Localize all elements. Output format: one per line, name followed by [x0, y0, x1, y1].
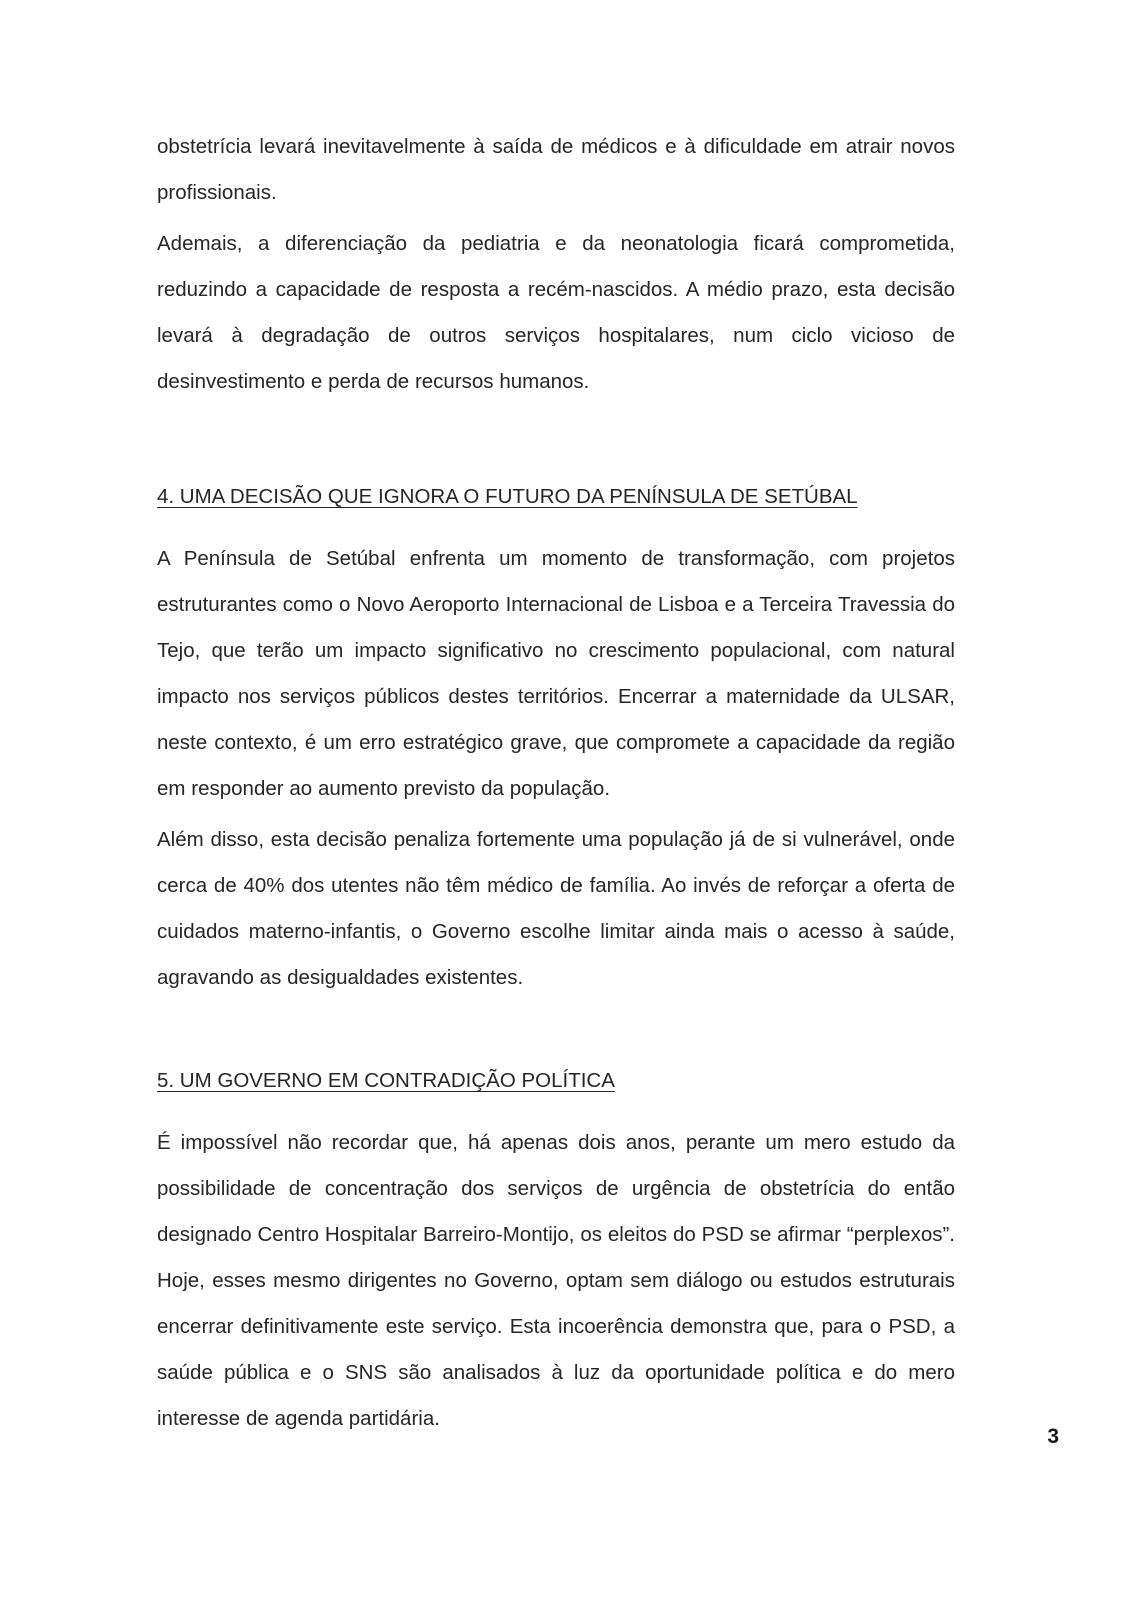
heading-section-4	[157, 480, 955, 514]
heading-section-4-label: 4. UMA DECISÃO QUE IGNORA O FUTURO DA PENÍNSULA DE SETÚBAL	[157, 485, 858, 508]
section-spacer-before-4	[157, 410, 955, 480]
page-content	[157, 124, 955, 1447]
page-number: 3	[1047, 1425, 1059, 1448]
heading-section-5	[157, 1064, 955, 1098]
paragraph-ademais: Ademais, a diferenciação da pediatria e da neonatologia ficará comprometida, reduzindo a capacidade de resposta a recém-nascidos. A médio prazo, esta decisão levará à degradação de outros serviços hospitalares, num ciclo vicioso de desinvestimento e perda de recursos humanos.	[157, 232, 955, 393]
paragraph-impossivel: É impossível não recordar que, há apenas dois anos, perante um mero estudo da possibilidade de concentração dos serviços de urgência de obstetrícia do então designado Centro Hospitalar Barreiro-Montijo, os eleitos do PSD se afirmar “perplexos”. Hoje, esses mesmo dirigentes no Governo, optam sem diálogo ou estudos estruturais encerrar definitivamente este serviço. Esta incoerência demonstra que, para o PSD, a saúde pública e o SNS são analisados à luz da oportunidade política e do mero interesse de agenda partidária.	[157, 1131, 955, 1430]
paragraph-alem-disso: Além disso, esta decisão penaliza fortemente uma população já de si vulnerável, onde cerca de 40% dos utentes não têm médico de família. Ao invés de reforçar a oferta de cuidados materno-infantis, o Governo escolhe limitar ainda mais o acesso à saúde, agravando as desigualdades existentes.	[157, 828, 955, 989]
heading-section-5-label: 5. UM GOVERNO EM CONTRADIÇÃO POLÍTICA	[157, 1069, 615, 1092]
paragraph-obstetricia: obstetrícia levará inevitavelmente à saída de médicos e à dificuldade em atrair novos profissionais.	[157, 135, 955, 204]
section-spacer-before-5	[157, 1006, 955, 1064]
paragraph-peninsula: A Península de Setúbal enfrenta um momento de transformação, com projetos estruturantes como o Novo Aeroporto Internacional de Lisboa e a Terceira Travessia do Tejo, que terão um impacto significativo no crescimento populacional, com natural impacto nos serviços públicos destes territórios. Encerrar a maternidade da ULSAR, neste contexto, é um erro estratégico grave, que compromete a capacidade da região em responder ao aumento previsto da população.	[157, 547, 955, 800]
